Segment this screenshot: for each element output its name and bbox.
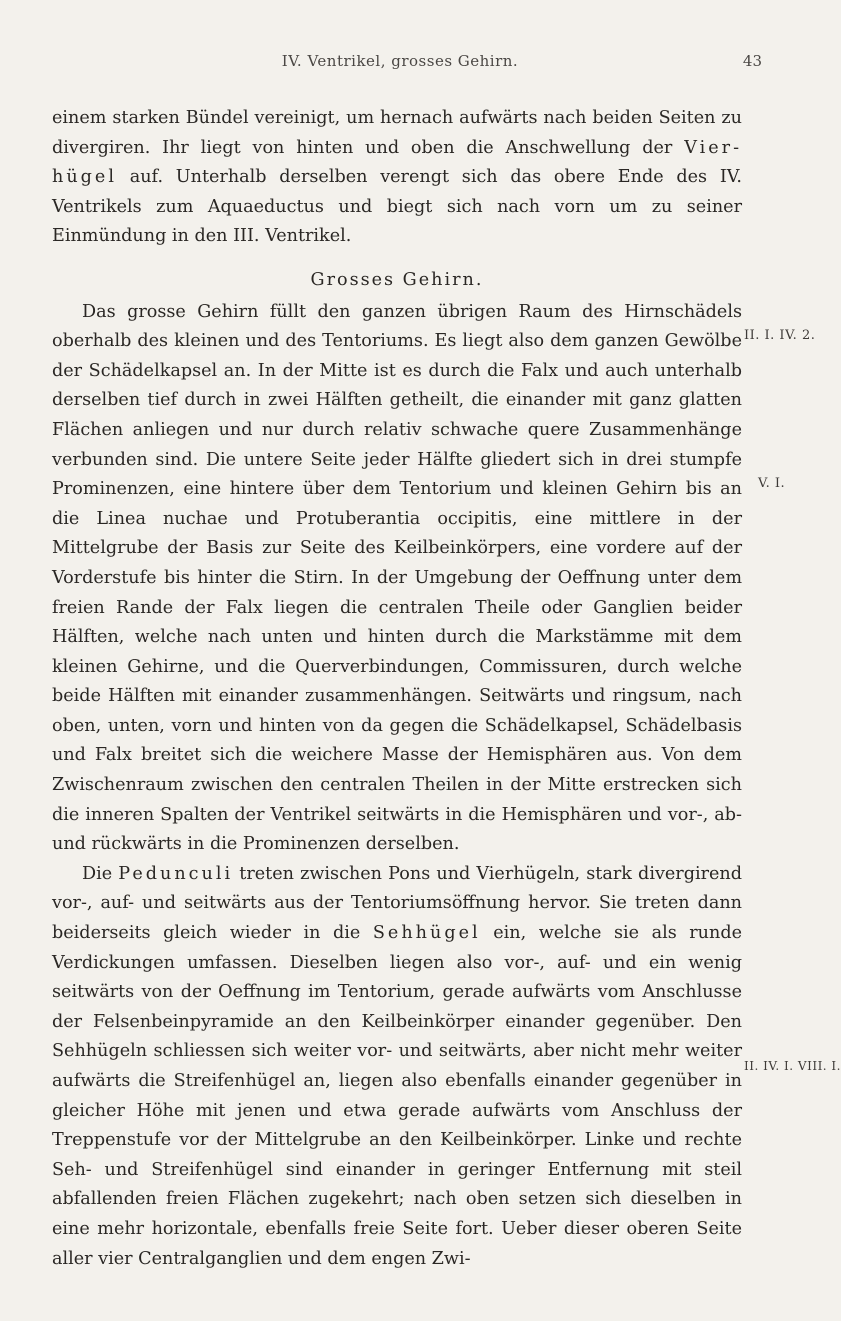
margin-reference: V. I. [758,476,786,491]
running-header [0,52,800,76]
page-number: 43 [742,52,762,70]
emphasized-term: Sehhügel [372,923,481,944]
page-body [52,104,742,1274]
paragraph-text: Die [82,863,113,884]
section-heading: Grosses Gehirn. [310,269,484,290]
paragraph-text: auf. Unterhalb derselben verengt sich das obere Ende des IV. Ventrikels zum Aquaeductus und biegt sich nach vorn um zu seiner Einmündung in den III. Ventrikel. [52,167,743,247]
emphasized-term: Vier-hügel [52,137,743,188]
paragraph-continuation [52,104,742,252]
running-title: IV. Ventrikel, grosses Gehirn. [281,52,519,70]
paragraph-text: einem starken Bündel vereinigt, um hernach aufwärts nach beiden Seiten zu divergiren. Ihr liegt von hinten und oben die Anschwellung der [52,108,742,158]
paragraph-text: treten zwischen Pons und Vierhügeln, stark divergirend vor-, auf- und seitwärts aus der Tentoriumsöffnung hervor. Sie treten dann beiderseits gleich wieder in die [52,863,743,944]
paragraph [52,860,742,1274]
paragraph: Das grosse Gehirn füllt den ganzen übrigen Raum des Hirnschädels oberhalb des kleinen und des Tentoriums. Es liegt also dem ganzen Gewölbe der Schädelkapsel an. In der Mitte ist es durch die Falx und auch unterhalb derselben tief durch in zwei Hälften getheilt, die einander mit ganz glatten Flächen anliegen und nur durch relativ schwache quere Zusammenhänge verbunden sind. Die untere Seite jeder Hälfte gliedert sich in drei stumpfe Prominenzen, eine hintere über dem Tentorium und kleinen Gehirn bis an die Linea nuchae und Protuberantia occipitis, eine mittlere in der Mittelgrube der Basis zur Seite des Keilbeinkörpers, eine vordere auf der Vorderstufe bis hinter die Stirn. In der Umgebung der Oeffnung unter dem freien Rande der Falx liegen die centralen Theile oder Ganglien beider Hälften, welche nach unten und hinten durch die Markstämme mit dem kleinen Gehirne, und die Querverbindungen, Commissuren, durch welche beide Hälften mit einander zusammenhängen. Seitwärts und ringsum, nach oben, unten, vorn und hinten von da gegen die Schädelkapsel, Schädelbasis und Falx breitet sich die weichere Masse der Hemisphären aus. Von dem Zwischenraum zwischen den centralen Theilen in der Mitte erstrecken sich die inneren Spalten der Ventrikel seitwärts in die Hemisphären und vor-, ab- und rückwärts in die Prominenzen derselben. [52,301,742,855]
paragraph-text: ein, welche sie als runde Verdickungen umfassen. Dieselben liegen also vor-, auf- und ein wenig seitwärts von der Oeffnung im Tentorium, gerade aufwärts vom Anschlusse der Felsenbeinpyramide an den Keilbeinkörper einander gegenüber. Den Sehhügeln schliessen sich weiter vor- und seitwärts, aber nicht mehr weiter aufwärts die Streifenhügel an, liegen also ebenfalls einander gegenüber in gleicher Höhe mit jenen und etwa gerade aufwärts vom Anschluss der Treppenstufe vor der Mittelgrube an den Keilbeinkörper. Linke und rechte Seh- und Streifenhügel sind einander in geringer Entfernung mit steil abfallenden freien Flächen zugekehrt; nach oben setzen sich dieselben in eine mehr horizontale, ebenfalls freie Seite fort. Ueber dieser oberen Seite aller vier Centralganglien und dem engen Zwi- [52,923,743,1269]
emphasized-term: Pedunculi [118,863,234,884]
margin-reference: II. IV. I. VIII. I. [744,1059,841,1073]
margin-reference: II. I. IV. 2. [744,328,816,343]
